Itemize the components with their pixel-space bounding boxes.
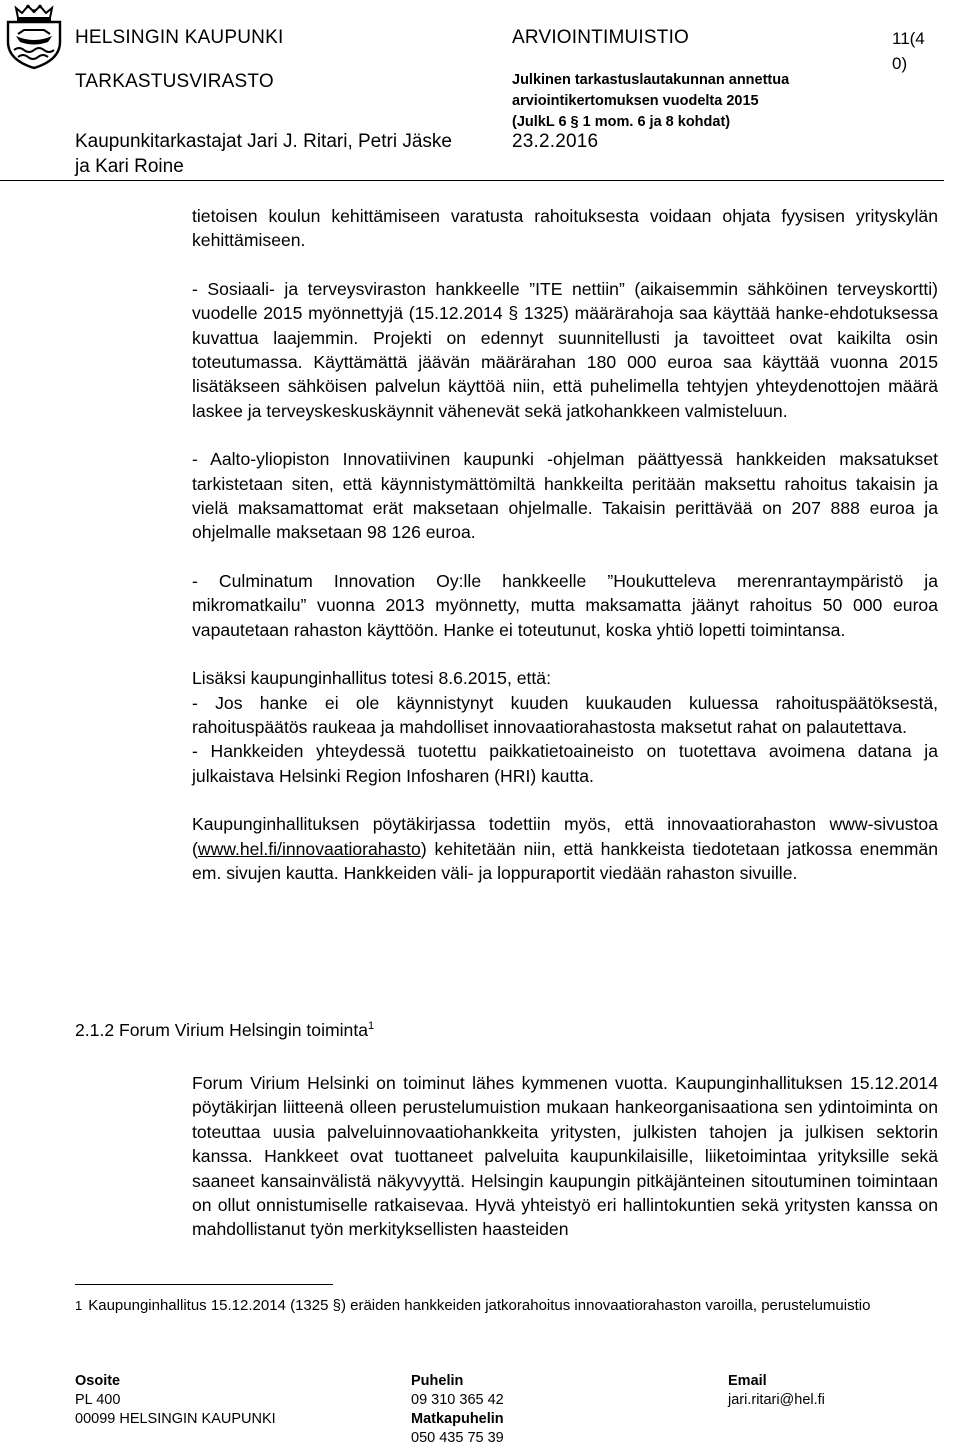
paragraph: Forum Virium Helsinki on toiminut lähes kymmenen vuotta. Kaupunginhallituksen 15.12.2014 pöytäkirjan liitteenä olleen perustelumuistion mukaan hankeorganisaationa sen ydintoiminta on toteuttaa uusia palveluinnovaatiohankkeita yritysten, julkisten tahojen ja julkisen sektorin kanssa. Hankkeet ovat tuottaneet palveluita kaupunkilaisille, liiketoimintaa yrityksille sekä saaneet kansainvälistä näkyvyyttä. Helsingin kaupungin pitkäjänteinen sitoutuminen toimintaan on ollut onnistumiselle ratkaisevaa. Hyvä yhteistyö eri hallintokuntien sekä yritysten kanssa on mahdollistanut työn merkityksellisten haasteiden <box>192 1073 938 1240</box>
footnote-number: 1 <box>75 1298 83 1313</box>
footer-address <box>75 1372 276 1429</box>
org-department: TARKASTUSVIRASTO <box>75 71 274 92</box>
paragraph-text: Kaupunginhallituksen pöytäkirjassa todettiin myös, että innovaatiorahaston www-sivustoa ( <box>192 814 938 859</box>
mobile-number: 050 435 75 39 <box>411 1430 504 1446</box>
helsinki-coat-of-arms-icon <box>2 4 66 70</box>
publicity-note-line2: arviointikertomuksen vuodelta 2015 <box>512 93 759 109</box>
paragraph: - Hankkeiden yhteydessä tuotettu paikkatietoaineisto on tuotettava avoimena datana ja julkaistava Helsinki Region Infosharen (HRI) kautta. <box>192 741 938 786</box>
header-divider <box>0 180 944 181</box>
body-text <box>192 204 938 885</box>
footer-phone <box>411 1372 504 1448</box>
paragraph-text: ) kehitetään niin, että hankkeista tiedotetaan jatkossa enemmän em. sivujen kautta. Hankkeiden väli- ja loppuraportit viedään rahaston sivuille. <box>192 838 938 883</box>
phone-number: 09 310 365 42 <box>411 1392 504 1408</box>
paragraph: - Jos hanke ei ole käynnistynyt kuuden kuukauden kuluessa rahoituspäätöksestä, rahoituspäätös raukeaa ja mahdolliset innovaatiorahastosta maksetut rahat on palautettava. <box>192 692 938 737</box>
address-line: 00099 HELSINGIN KAUPUNKI <box>75 1411 276 1427</box>
paragraph: - Sosiaali- ja terveysviraston hankkeelle ”ITE nettiin” (aikaisemmin sähköinen terveyskortti) vuodelle 2015 myönnettyjä (15.12.2014 § 1325) määrärahoja saa käyttää hanke-ehdotuksessa kuvattua laajemmin. Projekti on edennyt suunnitellusti ja tavoitteet ovat kaikilta osin toteutumassa. Käyttämättä jäävän määrärahan 180 000 euroa saa käyttää vuonna 2015 lisätäkseen sähköisen palvelun käyttöä niin, että puhelimella tehtyjen yhteydenottojen määrä laskee ja terveyskeskuskäynnit vähenevät sekä jatkohankkeen valmisteluun. <box>192 278 938 421</box>
footnote-reference[interactable]: 1 <box>368 1020 375 1033</box>
section-body <box>192 1071 938 1242</box>
org-name: HELSINGIN KAUPUNKI <box>75 27 284 48</box>
paragraph: - Aalto-yliopiston Innovatiivinen kaupunki -ohjelman päättyessä hankkeiden maksatukset tarkistetaan siten, että käynnistymättömiltä hankkeilta peritään maksettu rahoitus takaisin ja vielä maksamattomat erät maksetaan ohjelmalle. Takaisin perittävää on 207 888 euroa ja ohjelmalle maksetaan 98 126 euroa. <box>192 449 938 543</box>
footnote-text: Kaupunginhallitus 15.12.2014 (1325 §) eräiden hankkeiden jatkorahoitus innovaatiorahaston varoilla, perustelumuistio <box>88 1297 871 1314</box>
document-type: ARVIOINTIMUISTIO <box>512 27 690 48</box>
section-heading <box>75 1020 374 1041</box>
paragraph: - Culminatum Innovation Oy:lle hankkeelle ”Houkutteleva merenrantaympäristö ja mikromatkailu” vuonna 2013 myönnetty, mutta maksamatta jäänyt rahoitus 50 000 euroa vapautetaan rahaston käyttöön. Hanke ei toteutunut, koska yhtiö lopetti toimintansa. <box>192 570 938 640</box>
phone-label: Puhelin <box>411 1373 464 1389</box>
paragraph: Lisäksi kaupunginhallitus totesi 8.6.2015, että: <box>192 668 551 689</box>
page-number: 11(40) <box>892 29 925 73</box>
footer-email <box>728 1372 825 1410</box>
email-label: Email <box>728 1373 767 1389</box>
paragraph: tietoisen koulun kehittämiseen varatusta rahoituksesta voidaan ohjata fyysisen yrityskylän kehittämiseen. <box>192 206 938 251</box>
authors: Kaupunkitarkastajat Jari J. Ritari, Petri Jäske ja Kari Roine <box>75 131 452 177</box>
document-date: 23.2.2016 <box>512 131 599 152</box>
innovation-fund-link[interactable]: www.hel.fi/innovaatiorahasto <box>197 838 421 859</box>
address-line: PL 400 <box>75 1392 121 1408</box>
section-heading-text: 2.1.2 Forum Virium Helsingin toiminta <box>75 1020 369 1040</box>
email-address[interactable]: jari.ritari@hel.fi <box>728 1392 825 1408</box>
mobile-label: Matkapuhelin <box>411 1411 504 1427</box>
publicity-note-line1: Julkinen tarkastuslautakunnan annettua <box>512 72 790 88</box>
publicity-note-line3: (JulkL 6 § 1 mom. 6 ja 8 kohdat) <box>512 114 731 130</box>
address-label: Osoite <box>75 1373 121 1389</box>
footnote <box>75 1296 941 1316</box>
paragraph <box>192 812 938 885</box>
footnote-divider <box>75 1284 333 1285</box>
